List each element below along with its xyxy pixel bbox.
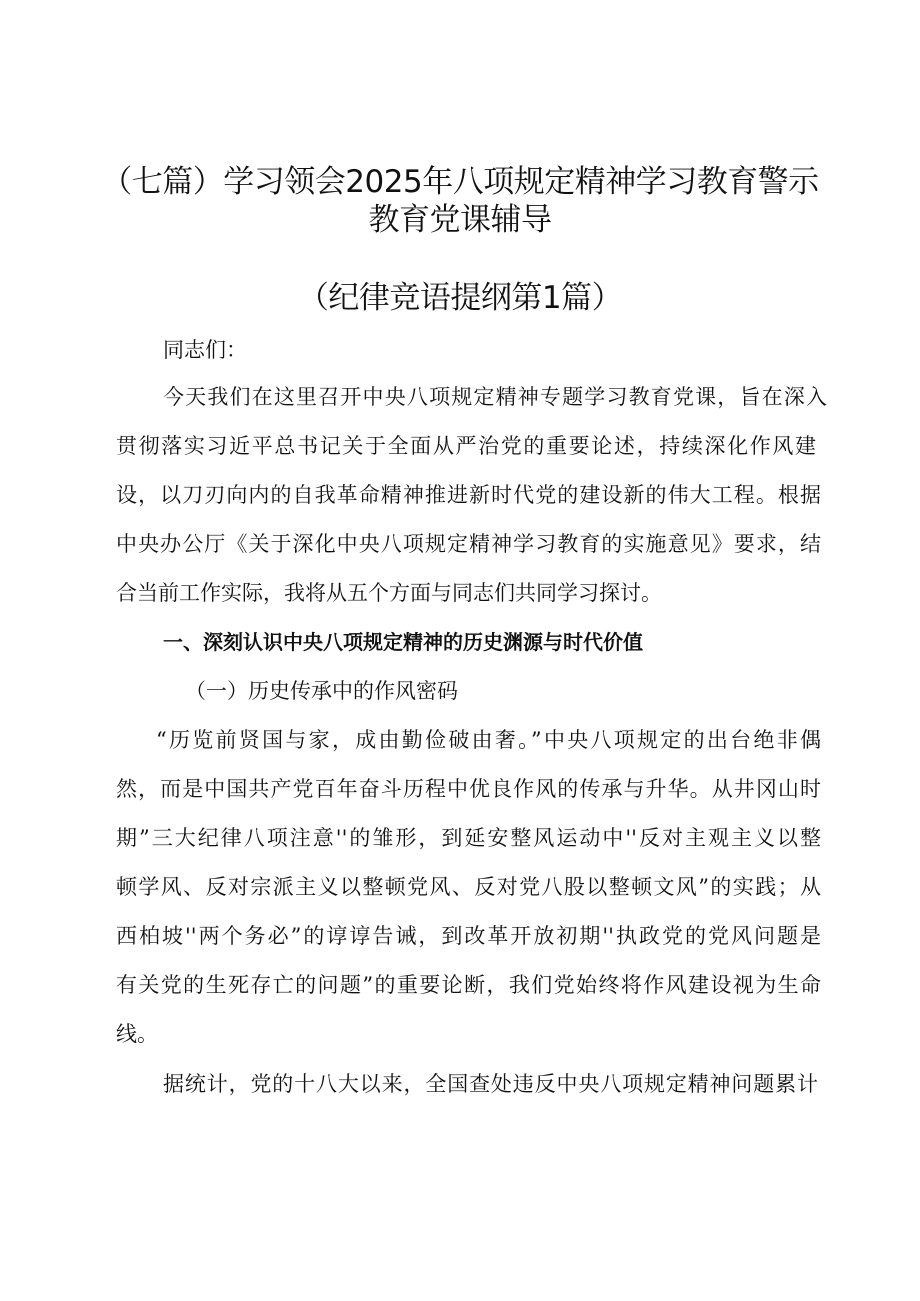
intro-line-5: 合当前工作实际，我将从五个方面与同志们共同学习探讨。 xyxy=(116,581,662,605)
para1-line-4: 顿学风、反对宗派主义以整顿党风、反对党八股以整顿文风”的实践；从 xyxy=(116,875,821,899)
salutation: 同志们： xyxy=(163,338,247,362)
intro-line-2: 贯彻落实习近平总书记关于全面从严治党的重要论述，持续深化作风建 xyxy=(116,434,816,458)
para1-line-1: “历览前贤国与家，成由勤俭破由奢。”中央八项规定的出台绝非偶 xyxy=(156,728,821,752)
para2-line-1: 据统计，党的十八大以来，全国查处违反中央八项规定精神问题累计 xyxy=(163,1072,818,1096)
para1-line-5: 西柏坡''两个务必”的谆谆告诫，到改革开放初期''执政党的党风问题是 xyxy=(116,924,821,948)
intro-line-1: 今天我们在这里召开中央八项规定精神专题学习教育党课，旨在深入 xyxy=(163,385,827,409)
intro-line-4: 中央办公厅《关于深化中央八项规定精神学习教育的实施意见》要求，结 xyxy=(116,532,821,556)
intro-line-3: 设，以刀刃向内的自我革命精神推进新时代党的建设新的伟大工程。根据 xyxy=(116,483,821,507)
para1-line-2: 然，而是中国共产党百年奋斗历程中优良作风的传承与升华。从井冈山时 xyxy=(116,777,821,801)
document-title-line-1: （七篇）学习领会2025年八项规定精神学习教育警示 xyxy=(101,164,819,200)
document-subtitle: （纪律竞语提纲第1篇） xyxy=(297,280,623,316)
section-1-heading: 一、深刻认识中央八项规定精神的历史渊源与时代价值 xyxy=(163,630,643,654)
para1-line-7: 线。 xyxy=(116,1022,158,1046)
document-title-line-2: 教育党课辅导 xyxy=(368,202,552,238)
subsection-1-heading: （一）历史传承中的作风密码 xyxy=(185,679,458,703)
para1-line-6: 有关党的生死存亡的问题”的重要论断，我们党始终将作风建设视为生命 xyxy=(116,973,821,997)
para1-line-3: 期”三大纪律八项注意''的雏形，到延安整风运动中''反对主观主义以整 xyxy=(116,826,821,850)
